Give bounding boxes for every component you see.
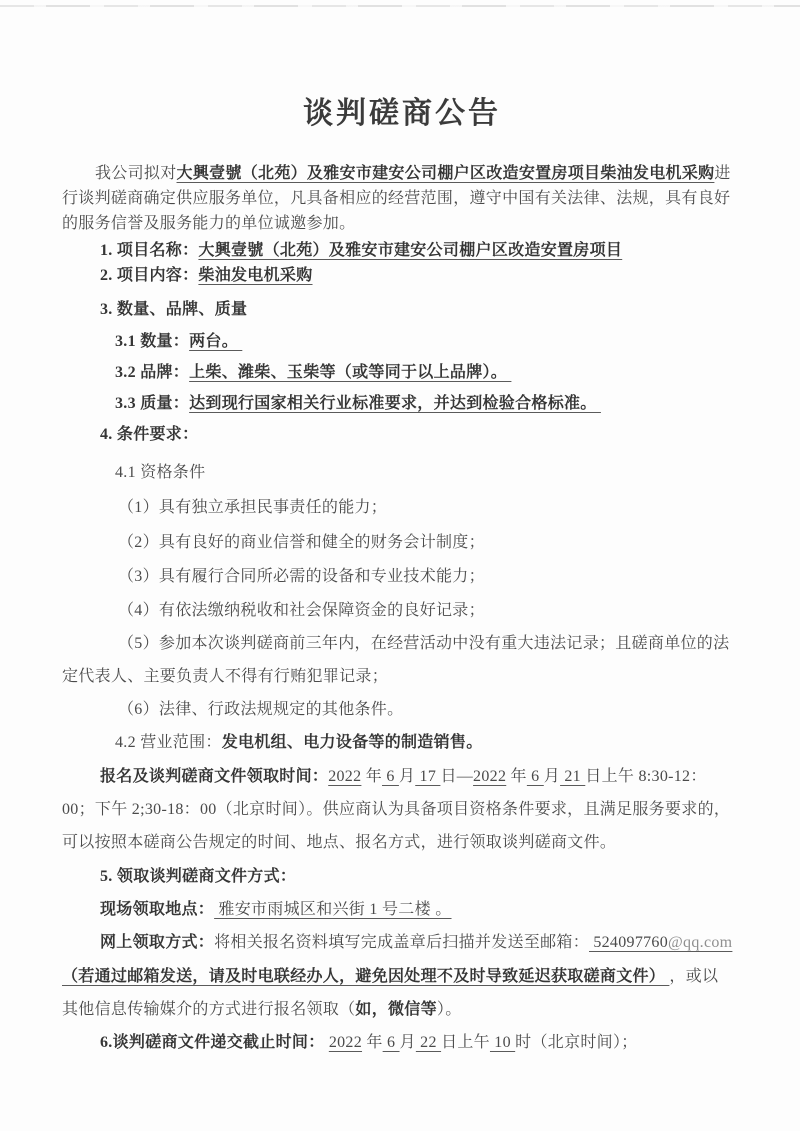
text-segment: （4）有依法缴纳税收和社会保障资金的良好记录；	[118, 602, 485, 619]
business-scope-value: 发电机组、电力设备等的制造销售。	[221, 734, 483, 751]
text-segment: 进	[714, 165, 731, 182]
pickup-end-month: 6	[526, 768, 544, 785]
email-warning: （若通过邮箱发送，请及时电联经办人，避免因处理不及时导致延迟获取磋商文件）	[62, 968, 670, 985]
pickup-start-year: 2022	[328, 768, 362, 785]
condition-6	[62, 699, 742, 721]
deadline-year: 2022	[328, 1034, 363, 1051]
text-segment: 如，微信等	[355, 1001, 437, 1018]
item-5-heading	[62, 866, 742, 888]
online-pickup-line-1	[62, 932, 742, 954]
deadline-hour: 10	[489, 1034, 516, 1051]
text-segment: （6）法律、行政法规规定的其他条件。	[118, 701, 404, 718]
item-1-project-name	[62, 240, 742, 262]
registration-time-line-3	[62, 832, 742, 854]
text-segment: 日上午	[441, 1034, 490, 1051]
registration-time-line-2	[62, 799, 742, 821]
text-segment: 日—	[440, 768, 474, 785]
document-body	[62, 163, 742, 1054]
text-segment: 其他信息传输媒介的方式进行报名领取（	[62, 1001, 356, 1018]
pickup-start-day: 17	[415, 768, 441, 785]
online-pickup-line-2	[62, 966, 742, 988]
text-segment: 3.1 数量：	[115, 333, 190, 350]
text-segment: 月	[398, 768, 416, 785]
deadline-day: 22	[415, 1034, 442, 1051]
project-content-value: 柴油发电机采购	[198, 267, 313, 284]
pickup-end-year: 2022	[473, 768, 507, 785]
quantity-value: 两台。	[189, 333, 243, 350]
text-segment: 年	[506, 768, 527, 785]
intro-line-2	[62, 188, 742, 210]
item-6-deadline	[62, 1032, 742, 1054]
registration-time-line-1	[62, 766, 742, 788]
text-segment: 可以按照本磋商公告规定的时间、地点、报名方式，进行领取谈判磋商文件。	[62, 834, 617, 851]
document-title: 谈判磋商公告	[303, 97, 501, 130]
text-segment: 2. 项目内容：	[100, 267, 199, 284]
item-4-2-business-scope	[62, 732, 742, 754]
project-full-name: 大興壹號（北苑）及雅安市建安公司棚户区改造安置房项目柴油发电机采购	[176, 165, 715, 182]
condition-3	[62, 566, 742, 588]
item-2-project-content	[62, 265, 742, 287]
deadline-month: 6	[382, 1034, 400, 1051]
condition-5-line-1	[62, 633, 742, 655]
item-3-1-quantity	[62, 331, 742, 353]
text-segment: 我公司拟对	[95, 165, 177, 182]
text-segment: 将相关报名资料填写完成盖章后扫描并发送至邮箱：	[214, 934, 590, 951]
text-segment: 00；下午 2;30-18：00（北京时间）。供应商认为具备项目资格条件要求，且满足服务要求的，	[62, 801, 731, 818]
text-segment: 的服务信誉及服务能力的单位诚邀参加。	[62, 215, 356, 232]
item-3-2-brand	[62, 362, 742, 384]
pickup-address-value: 雅安市雨城区和兴街 1 号二楼 。	[214, 901, 452, 918]
item-4-1-heading	[62, 462, 742, 484]
item-3-3-quality	[62, 393, 742, 415]
project-name-value: 大興壹號（北苑）及雅安市建安公司棚户区改造安置房项目	[198, 242, 623, 259]
onsite-pickup-location	[62, 899, 742, 921]
scan-artifact-line	[0, 5, 800, 7]
text-segment: （3）具有履行合同所必需的设备和专业技术能力；	[118, 568, 485, 585]
text-segment: 1. 项目名称：	[100, 242, 199, 259]
pickup-start-month: 6	[382, 768, 399, 785]
intro-line-1	[62, 163, 742, 185]
text-segment: 时（北京时间）；	[515, 1034, 638, 1051]
text-segment: 3.2 品牌：	[115, 364, 190, 381]
text-segment: 月	[399, 1034, 416, 1051]
text-segment: 年	[361, 768, 383, 785]
text-segment: 行谈判磋商确定供应服务单位，凡具备相应的经营范围，遵守中国有关法律、法规，具有良好	[62, 190, 731, 207]
text-segment: 年	[362, 1034, 383, 1051]
email-address-domain: @qq.com	[668, 934, 733, 951]
text-segment: 定代表人、主要负责人不得有行贿犯罪记录；	[62, 668, 389, 685]
text-segment: 5. 领取谈判磋商文件方式：	[100, 868, 297, 885]
text-segment: 日上午 8:30-12：	[585, 768, 707, 785]
text-segment: ）。	[436, 1001, 462, 1018]
quality-value: 达到现行国家相关行业标准要求，并达到检验合格标准。	[189, 395, 601, 412]
online-pickup-line-3	[62, 999, 742, 1021]
text-segment: 4. 条件要求：	[100, 426, 199, 443]
text-segment: 4.2 营业范围：	[115, 734, 222, 751]
text-segment: 报名及谈判磋商文件领取时间：	[100, 768, 329, 785]
condition-2	[62, 532, 742, 554]
item-4-heading	[62, 424, 742, 446]
text-segment: （2）具有良好的商业信誉和健全的财务会计制度；	[118, 534, 485, 551]
text-segment: （5）参加本次谈判磋商前三年内，在经营活动中没有重大违法记录；且磋商单位的法	[118, 635, 730, 652]
condition-5-line-2	[62, 666, 742, 688]
brand-value: 上柴、潍柴、玉柴等（或等同于以上品牌）。	[189, 364, 512, 381]
text-segment: ，或以	[669, 968, 719, 985]
intro-line-3	[62, 213, 742, 235]
text-segment: 3.3 质量：	[115, 395, 190, 412]
text-segment: 6.谈判磋商文件递交截止时间：	[100, 1034, 325, 1051]
text-segment: 网上领取方式：	[100, 934, 215, 951]
text-segment: （1）具有独立承担民事责任的能力；	[118, 499, 388, 516]
text-segment: 3. 数量、品牌、质量	[100, 301, 248, 318]
text-segment: 月	[543, 768, 561, 785]
pickup-end-day: 21	[560, 768, 586, 785]
email-address-local: 524097760	[589, 934, 669, 951]
text-segment: 现场领取地点：	[100, 901, 215, 918]
condition-4	[62, 600, 742, 622]
text-segment: 4.1 资格条件	[115, 464, 206, 481]
condition-1	[62, 497, 742, 519]
item-3-heading	[62, 299, 742, 321]
